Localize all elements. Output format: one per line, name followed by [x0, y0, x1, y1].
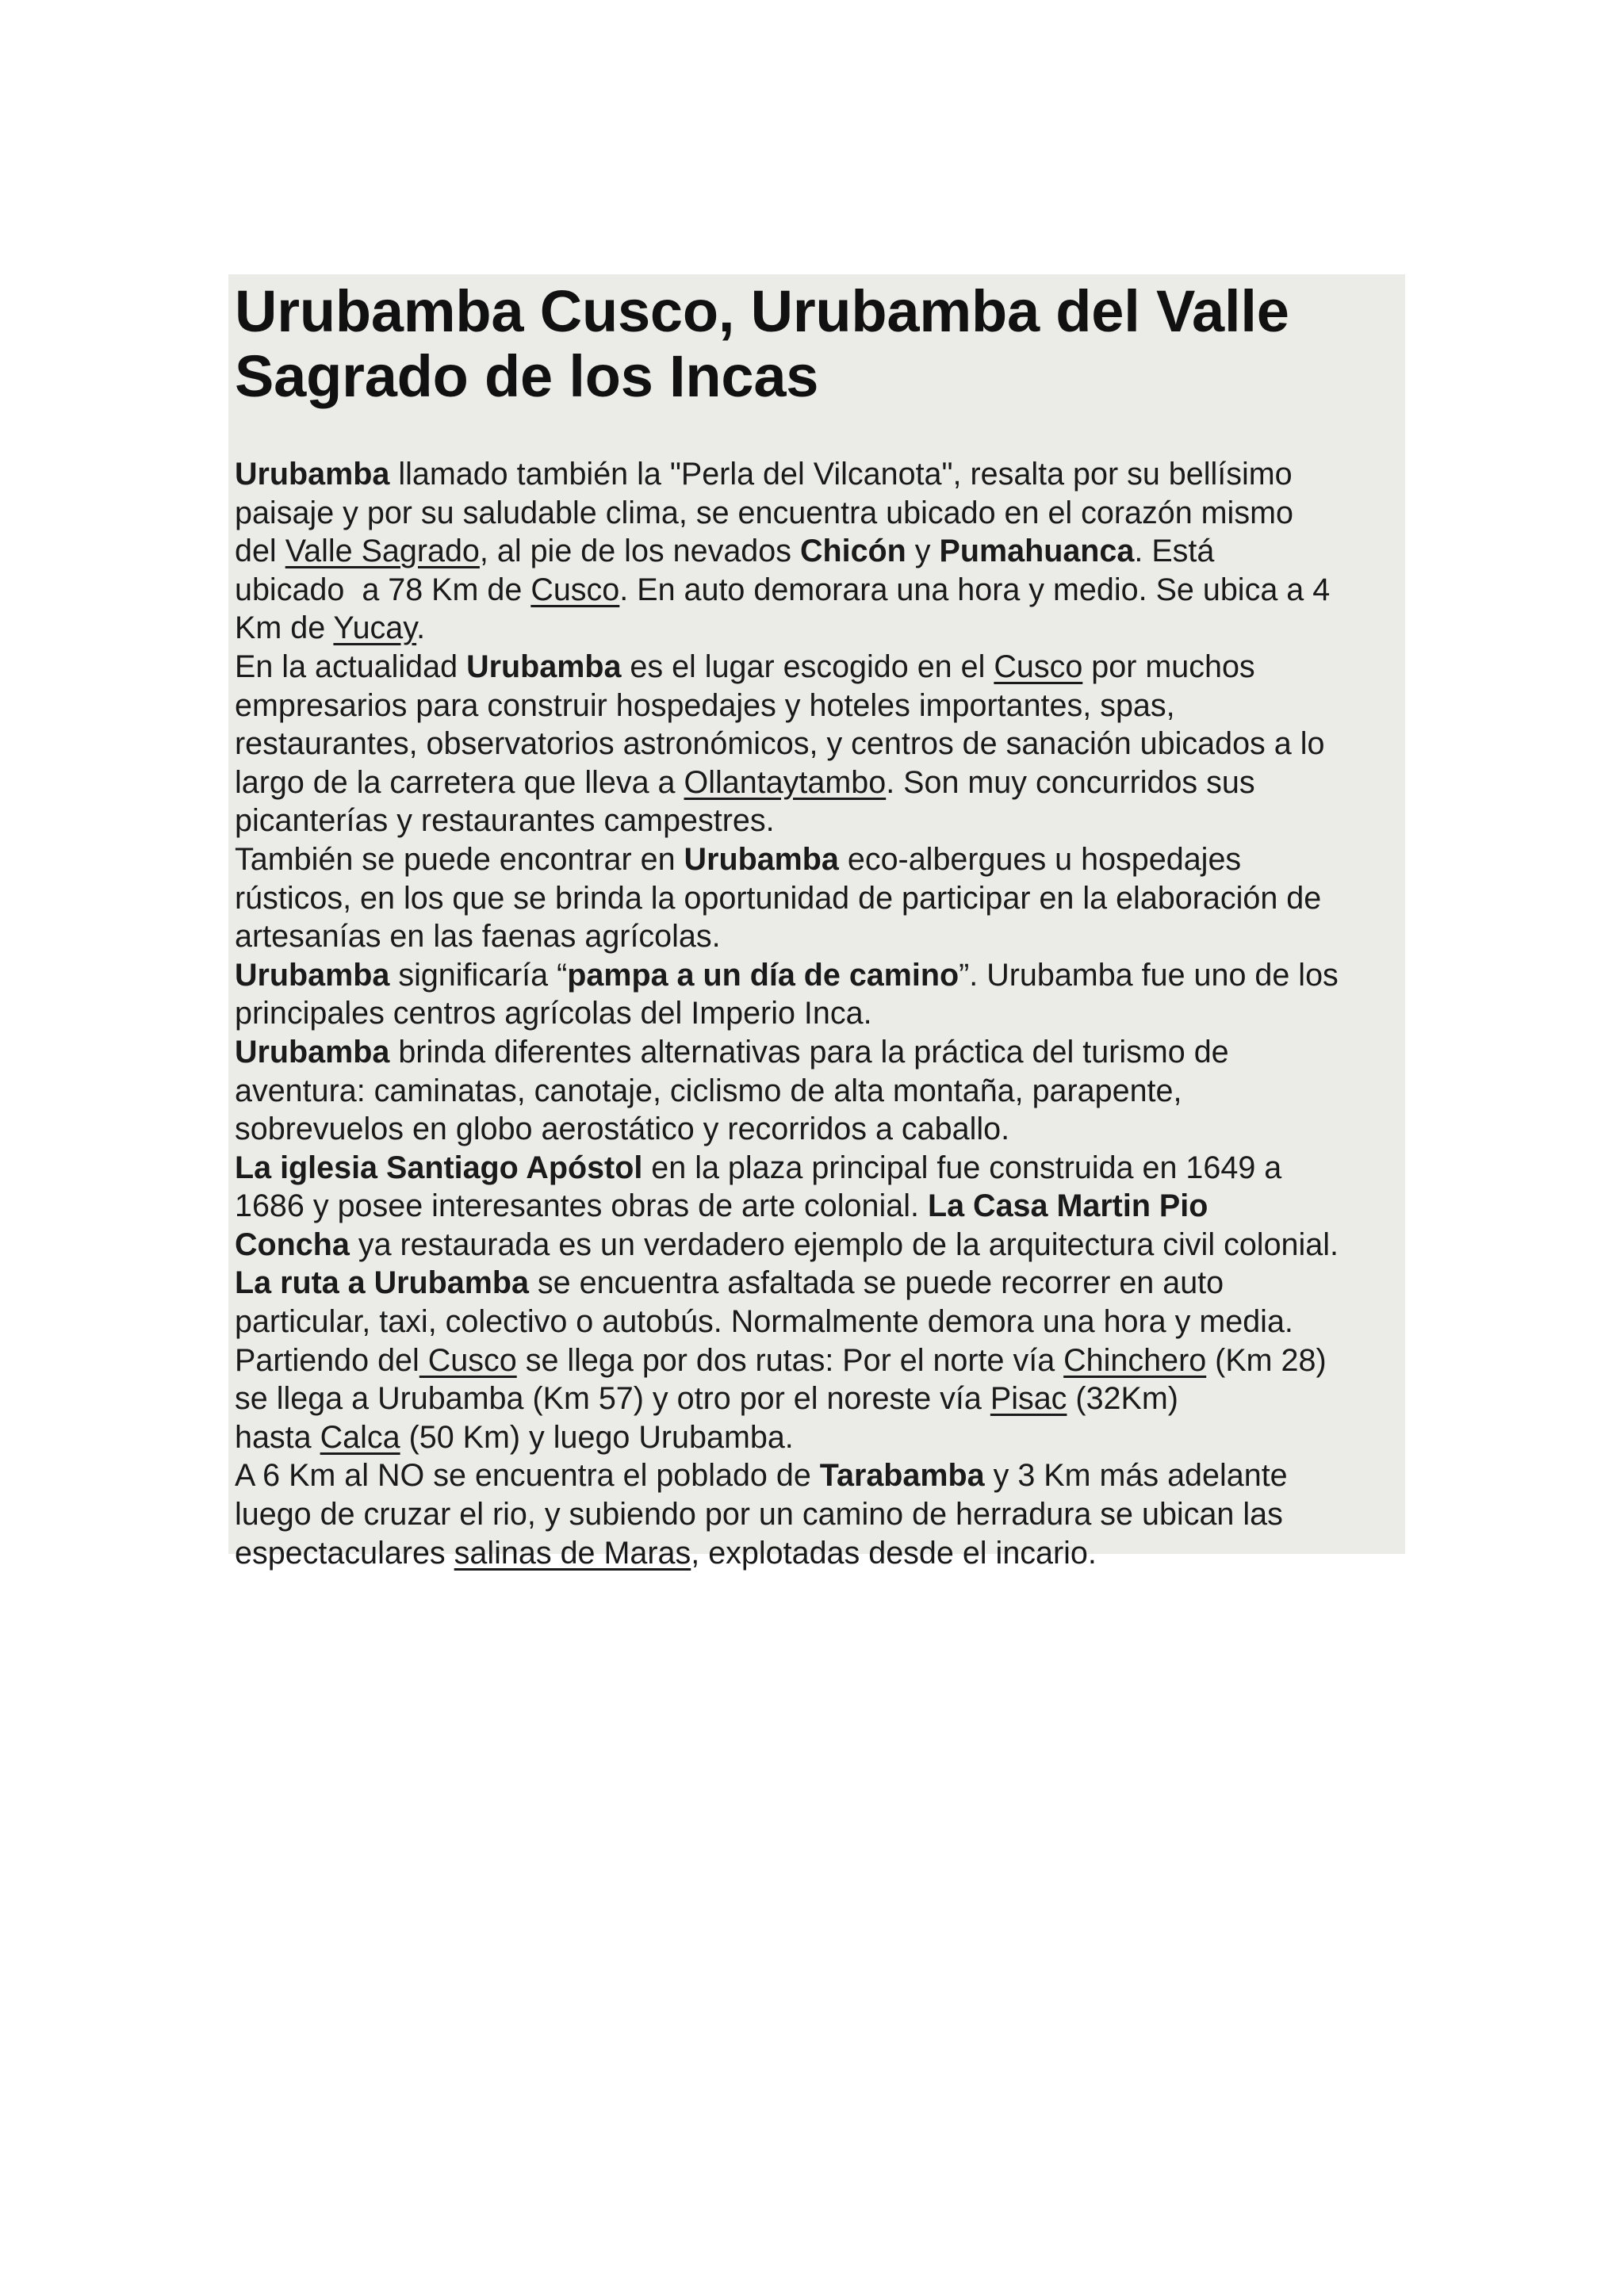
bold-text: La Casa Martin Pio	[927, 1188, 1208, 1224]
link-text[interactable]: Cusco	[994, 649, 1083, 684]
body-text-run: rústicos, en los que se brinda la oportunidad de participar en la elaboración de	[235, 880, 1322, 916]
body-text-run: significaría “	[389, 957, 568, 993]
body-text-run: . En auto demorara una hora y medio. Se ubica a 4	[619, 572, 1331, 607]
body-line	[235, 725, 1405, 763]
bold-text: La iglesia Santiago Apóstol	[235, 1150, 643, 1185]
body-line	[235, 687, 1405, 725]
link-text[interactable]: Cusco	[530, 572, 620, 607]
body-line	[235, 648, 1405, 687]
article-panel	[228, 274, 1405, 1571]
body-text-run: (Km 28)	[1206, 1342, 1327, 1378]
body-text-run: Km de	[235, 610, 334, 646]
body-line	[235, 879, 1405, 918]
body-line	[235, 609, 1405, 648]
body-line	[235, 1110, 1405, 1149]
body-text-run: . Está	[1134, 534, 1215, 569]
body-text-run: brinda diferentes alternativas para la práctica del turismo de	[389, 1034, 1229, 1070]
body-text-run: .	[416, 610, 426, 646]
bold-text: Urubamba	[235, 957, 390, 993]
body-line	[235, 1534, 1405, 1573]
body-text-run: paisaje y por su saludable clima, se encuentra ubicado en el corazón mismo	[235, 495, 1293, 530]
body-text-run: llamado también la "Perla del Vilcanota", resalta por su bellísimo	[389, 457, 1293, 492]
body-line	[235, 917, 1405, 956]
body-text-run: principales centros agrícolas del Imperio Inca.	[235, 996, 872, 1031]
body-text-run: y 3 Km más adelante	[984, 1458, 1288, 1494]
link-text[interactable]: salinas de Maras	[454, 1535, 691, 1571]
bold-text: Urubamba	[466, 649, 622, 684]
link-text[interactable]: Valle Sagrado	[285, 534, 480, 569]
body-text-run: sobrevuelos en globo aerostático y recorridos a caballo.	[235, 1112, 1010, 1147]
bold-text: Urubamba	[235, 1034, 390, 1070]
body-text-run: A 6 Km al NO se encuentra el poblado de	[235, 1458, 820, 1494]
body-line	[235, 1380, 1405, 1418]
body-text-run: luego de cruzar el rio, y subiendo por un camino de herradura se ubican las	[235, 1497, 1283, 1533]
body-text-run: En la actualidad	[235, 649, 467, 684]
body-line	[235, 1149, 1405, 1188]
title-line: Sagrado de los Incas	[235, 343, 819, 409]
article-title	[235, 274, 1405, 409]
body-text-run: artesanías en las faenas agrícolas.	[235, 919, 721, 955]
body-line	[235, 1033, 1405, 1072]
body-text-run: empresarios para construir hospedajes y hoteles importantes, spas,	[235, 687, 1175, 723]
body-text-run: y	[906, 534, 940, 569]
body-text-run: del	[235, 534, 285, 569]
link-text[interactable]: Pisac	[990, 1381, 1067, 1417]
bold-text: Urubamba	[684, 841, 839, 877]
body-text-run: , explotadas desde el incario.	[691, 1535, 1097, 1571]
body-text-run: . Son muy concurridos sus	[886, 764, 1255, 800]
body-line	[235, 1456, 1405, 1495]
body-text-run: particular, taxi, colectivo o autobús. Normalmente demora una hora y media.	[235, 1304, 1293, 1340]
body-line	[235, 802, 1405, 840]
body-text-run: se encuentra asfaltada se puede recorrer en auto	[528, 1265, 1224, 1301]
body-text-run: en la plaza principal fue construida en 1649 a	[642, 1150, 1282, 1185]
body-text-run: ya restaurada es un verdadero ejemplo de la arquitectura civil colonial.	[349, 1226, 1339, 1262]
body-line	[235, 763, 1405, 802]
body-text-run: hasta	[235, 1419, 320, 1455]
body-line	[235, 1303, 1405, 1341]
body-line	[235, 1264, 1405, 1303]
title-line: Urubamba Cusco, Urubamba del Valle	[235, 278, 1289, 344]
bold-text: Urubamba	[235, 457, 390, 492]
body-text-run: espectaculares	[235, 1535, 454, 1571]
body-line	[235, 1226, 1405, 1265]
body-text-run: (50 Km) y luego Urubamba.	[400, 1419, 794, 1455]
body-line	[235, 956, 1405, 995]
body-text-run: (32Km)	[1067, 1381, 1178, 1417]
body-text-run: 1686 y posee interesantes obras de arte colonial.	[235, 1188, 928, 1224]
body-text-run: aventura: caminatas, canotaje, ciclismo de alta montaña, parapente,	[235, 1073, 1182, 1108]
body-text-run: es el lugar escogido en el	[621, 649, 994, 684]
link-text[interactable]: Calca	[320, 1419, 400, 1455]
body-line	[235, 994, 1405, 1033]
body-text-run: se llega a Urubamba (Km 57) y otro por el noreste vía	[235, 1381, 990, 1417]
body-line	[235, 494, 1405, 533]
body-line	[235, 455, 1405, 494]
body-line	[235, 1341, 1405, 1380]
body-line	[235, 1495, 1405, 1534]
bold-text: Pumahuanca	[939, 534, 1135, 569]
body-text-run: También se puede encontrar en	[235, 841, 684, 877]
body-text-run: ubicado a 78 Km de	[235, 572, 531, 607]
link-text[interactable]: Ollantaytambo	[684, 764, 887, 800]
body-text-run: , al pie de los nevados	[479, 534, 800, 569]
body-line	[235, 1187, 1405, 1226]
body-text-run: se llega por dos rutas: Por el norte vía	[516, 1342, 1064, 1378]
link-text[interactable]: Cusco	[419, 1342, 517, 1378]
body-line	[235, 571, 1405, 610]
body-text-run: Partiendo del	[235, 1342, 419, 1378]
body-text-run: eco-albergues u hospedajes	[838, 841, 1242, 877]
body-text-run: ”. Urubamba fue uno de los	[959, 957, 1339, 993]
link-text[interactable]: Chinchero	[1063, 1342, 1207, 1378]
body-text-run: por muchos	[1082, 649, 1255, 684]
body-line	[235, 1072, 1405, 1111]
body-text-run: largo de la carretera que lleva a	[235, 764, 684, 800]
link-text[interactable]: Yucay	[333, 610, 417, 646]
body-line	[235, 532, 1405, 571]
article-body	[235, 455, 1405, 1572]
body-text-run: restaurantes, observatorios astronómicos, y centros de sanación ubicados a lo	[235, 726, 1325, 762]
bold-text: Tarabamba	[819, 1458, 985, 1494]
bold-text: Chicón	[799, 534, 906, 569]
bold-text: La ruta a Urubamba	[235, 1265, 529, 1301]
body-text-run: picanterías y restaurantes campestres.	[235, 803, 775, 839]
bold-text: Concha	[235, 1226, 350, 1262]
bold-text: pampa a un día de camino	[567, 957, 959, 993]
body-line	[235, 840, 1405, 879]
body-line	[235, 1418, 1405, 1457]
